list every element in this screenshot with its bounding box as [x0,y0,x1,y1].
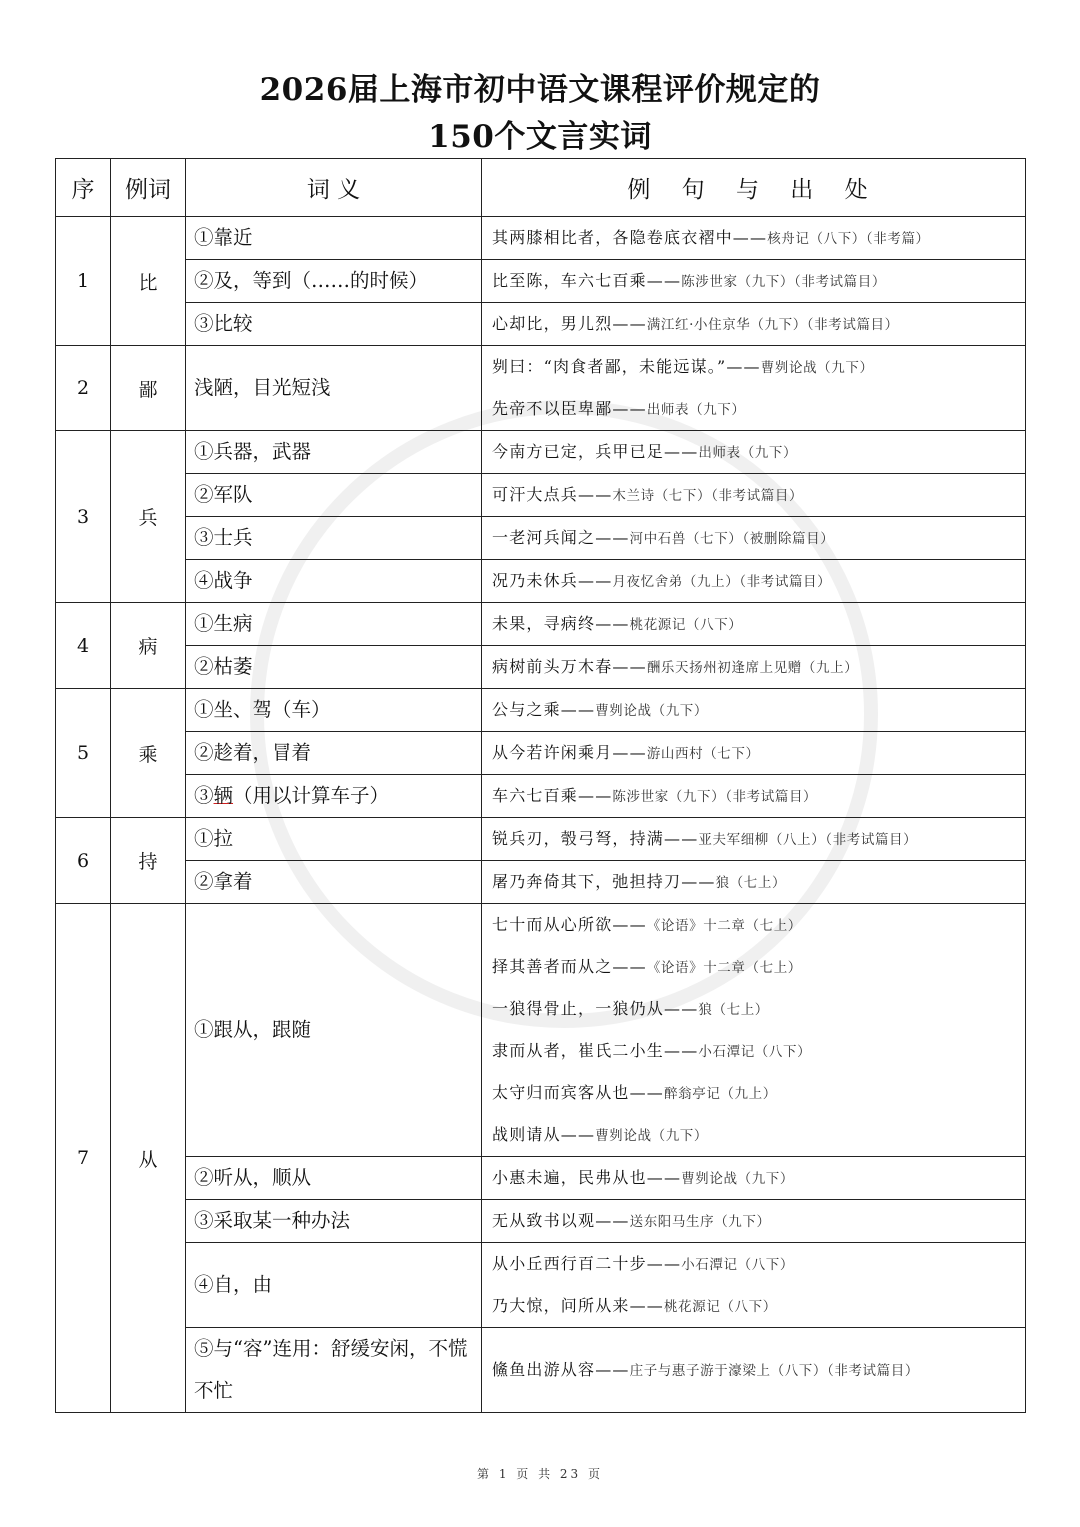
example-source: 满江红·小住京华（九下）（非考试篇目） [646,317,899,333]
example-sentence: 乃大惊，问所从来—— [492,1296,665,1315]
example-source: 小石潭记（八下） [698,1044,812,1060]
header-num: 序 [56,159,111,217]
example-line [492,1200,1015,1242]
example-source: 游山西村（七下） [646,746,760,762]
sense-meaning: ⑤与“容”连用：舒缓安闲，不慌不忙 [186,1328,482,1413]
table-row [56,861,1026,904]
sense-meaning-prefix: ③ [194,784,214,807]
sense-examples [482,474,1026,517]
sense-examples [482,732,1026,775]
table-row [56,603,1026,646]
example-source: 小石潭记（八下） [681,1257,795,1273]
entry-number: 5 [56,689,111,818]
sense-meaning: ②枯萎 [186,646,482,689]
example-line [492,946,1015,988]
entry-word: 持 [111,818,186,904]
example-line [492,517,1015,559]
example-sentence: 鯈鱼出游从容—— [492,1360,630,1379]
sense-examples [482,603,1026,646]
example-line [492,1072,1015,1114]
example-sentence: 小惠未遍，民弗从也—— [492,1168,682,1187]
sense-examples [482,861,1026,904]
table-row [56,217,1026,260]
example-source: 桃花源记（八下） [629,617,743,633]
example-source: 陈涉世家（九下）（非考试篇目） [612,789,818,805]
example-sentence: 心却比，男儿烈—— [492,314,647,333]
table-row [56,560,1026,603]
example-line [492,1114,1015,1156]
entry-word: 乘 [111,689,186,818]
sense-meaning: ①拉 [186,818,482,861]
example-line [492,346,1015,388]
example-source: 桃花源记（八下） [664,1299,777,1315]
example-sentence: 可汗大点兵—— [492,485,613,504]
example-sentence: 公与之乘—— [492,700,596,719]
example-sentence: 锐兵刃，彀弓弩，持满—— [492,829,699,848]
header-word: 例词 [111,159,186,217]
table-row [56,1200,1026,1243]
example-line [492,1349,1015,1391]
example-sentence: 一狼得骨止，一狼仍从—— [492,999,699,1018]
sense-meaning: ③比较 [186,303,482,346]
example-source: 醉翁亭记（九上） [664,1086,777,1102]
example-sentence: 太守归而宾客从也—— [492,1083,665,1102]
entry-number: 1 [56,217,111,346]
example-sentence: 病树前头万木春—— [492,657,647,676]
example-source: 狼（七上） [715,875,787,891]
sense-meaning-marked: 辆 [213,784,234,807]
sense-examples [482,346,1026,431]
example-source: 酬乐天扬州初逢席上见赠（九上） [646,660,859,676]
example-line [492,818,1015,860]
sense-meaning: ②及，等到（……的时候） [186,260,482,303]
entry-number: 7 [56,904,111,1413]
example-source: 出师表（九下） [646,402,746,418]
sense-meaning: ①坐、驾（车） [186,689,482,732]
table-row [56,732,1026,775]
example-sentence: 车六七百乘—— [492,786,613,805]
example-sentence: 从今若许闲乘月—— [492,743,647,762]
header-example: 例 句 与 出 处 [482,159,1026,217]
sense-meaning: ①靠近 [186,217,482,260]
example-source: 出师表（九下） [698,445,798,461]
example-source: 曹刿论战（九下） [681,1171,795,1187]
example-line [492,388,1015,430]
vocabulary-table [55,158,1026,1413]
example-sentence: 从小丘西行百二十步—— [492,1254,682,1273]
sense-meaning: ①跟从，跟随 [186,904,482,1157]
sense-examples [482,689,1026,732]
sense-examples [482,646,1026,689]
example-line [492,1157,1015,1199]
example-line [492,904,1015,946]
sense-meaning: ③采取某一种办法 [186,1200,482,1243]
example-source: 曹刿论战（九下） [595,1128,709,1144]
example-line [492,646,1015,688]
entry-number: 2 [56,346,111,431]
sense-examples [482,1328,1026,1413]
sense-examples [482,560,1026,603]
example-source: 陈涉世家（九下）（非考试篇目） [681,274,886,290]
example-source: 木兰诗（七下）（非考试篇目） [612,488,804,504]
table-row [56,646,1026,689]
example-source: 庄子与惠子游于濠梁上（八下）（非考试篇目） [629,1363,919,1379]
example-sentence: 屠乃奔倚其下，弛担持刀—— [492,872,716,891]
table-row [56,260,1026,303]
page-title-line2: 150个文言实词 [428,119,652,155]
table-row [56,818,1026,861]
example-line [492,689,1015,731]
table-row [56,1157,1026,1200]
header-meaning: 词 义 [186,159,482,217]
sense-examples [482,1243,1026,1328]
table-header-row [56,159,1026,217]
example-source: 狼（七上） [698,1002,769,1018]
page-title-line1: 2026届上海市初中语文课程评价规定的 [259,72,821,108]
page-footer: 第 1 页 共 23 页 [477,1467,603,1481]
sense-examples [482,1157,1026,1200]
table-row [56,303,1026,346]
example-sentence: 其两膝相比者，各隐卷底衣褶中—— [492,228,768,247]
example-source: 河中石兽（七下）（被删除篇目） [629,531,835,547]
sense-meaning: ④战争 [186,560,482,603]
entry-number: 6 [56,818,111,904]
entry-number: 3 [56,431,111,603]
sense-examples [482,431,1026,474]
table-row [56,904,1026,1157]
example-source: 曹刿论战（九下） [595,703,709,719]
entry-word: 比 [111,217,186,346]
example-sentence: 战则请从—— [492,1125,596,1144]
table-row [56,346,1026,431]
example-sentence: 今南方已定，兵甲已足—— [492,442,699,461]
table-row [56,474,1026,517]
entry-word: 从 [111,904,186,1413]
sense-meaning: ②趁着，冒着 [186,732,482,775]
sense-examples [482,303,1026,346]
sense-meaning-suffix: （用以计算车子） [233,784,390,807]
example-source: 曹刿论战（九下） [760,360,874,376]
example-line [492,603,1015,645]
sense-meaning [186,775,482,818]
entry-number: 4 [56,603,111,689]
example-line [492,217,1015,259]
example-line [492,431,1015,473]
table-row [56,1243,1026,1328]
example-sentence: 比至陈，车六七百乘—— [492,271,682,290]
example-line [492,560,1015,602]
example-sentence: 隶而从者，崔氏二小生—— [492,1041,699,1060]
table-row [56,1328,1026,1413]
example-sentence: 一老河兵闻之—— [492,528,630,547]
table-row [56,775,1026,818]
example-source: 亚夫军细柳（八上）（非考试篇目） [698,832,918,848]
example-sentence: 况乃未休兵—— [492,571,613,590]
sense-examples [482,517,1026,560]
example-line [492,732,1015,774]
example-line [492,1030,1015,1072]
example-line [492,260,1015,302]
example-source: 核舟记（八下）（非考篇） [767,231,930,247]
table-row [56,431,1026,474]
example-source: 月夜忆舍弟（九上）（非考试篇目） [612,574,832,590]
sense-examples [482,904,1026,1157]
example-line [492,988,1015,1030]
example-sentence: 择其善者而从之—— [492,957,647,976]
example-line [492,303,1015,345]
sense-meaning: ①兵器，武器 [186,431,482,474]
sense-meaning: ①生病 [186,603,482,646]
example-line [492,474,1015,516]
example-line [492,775,1015,817]
sense-examples [482,217,1026,260]
example-sentence: 无从致书以观—— [492,1211,630,1230]
sense-examples [482,775,1026,818]
example-line [492,1285,1015,1327]
sense-meaning: 浅陋，目光短浅 [186,346,482,431]
entry-word: 兵 [111,431,186,603]
table-body [56,217,1026,1413]
table-row [56,517,1026,560]
example-line [492,1243,1015,1285]
example-line [492,861,1015,903]
sense-examples [482,260,1026,303]
sense-examples [482,1200,1026,1243]
sense-meaning: ③士兵 [186,517,482,560]
sense-meaning: ②拿着 [186,861,482,904]
sense-examples [482,818,1026,861]
sense-meaning: ④自，由 [186,1243,482,1328]
example-source: 《论语》十二章（七上） [646,918,802,934]
entry-word: 鄙 [111,346,186,431]
sense-meaning: ②军队 [186,474,482,517]
entry-word: 病 [111,603,186,689]
example-sentence: 七十而从心所欲—— [492,915,647,934]
example-source: 《论语》十二章（七上） [646,960,802,976]
sense-meaning: ②听从，顺从 [186,1157,482,1200]
example-sentence: 未果，寻病终—— [492,614,630,633]
example-sentence: 先帝不以臣卑鄙—— [492,399,647,418]
example-source: 送东阳马生序（九下） [629,1214,771,1230]
table-row [56,689,1026,732]
example-sentence: 刿曰：“肉食者鄙，未能远谋。”—— [492,357,761,376]
